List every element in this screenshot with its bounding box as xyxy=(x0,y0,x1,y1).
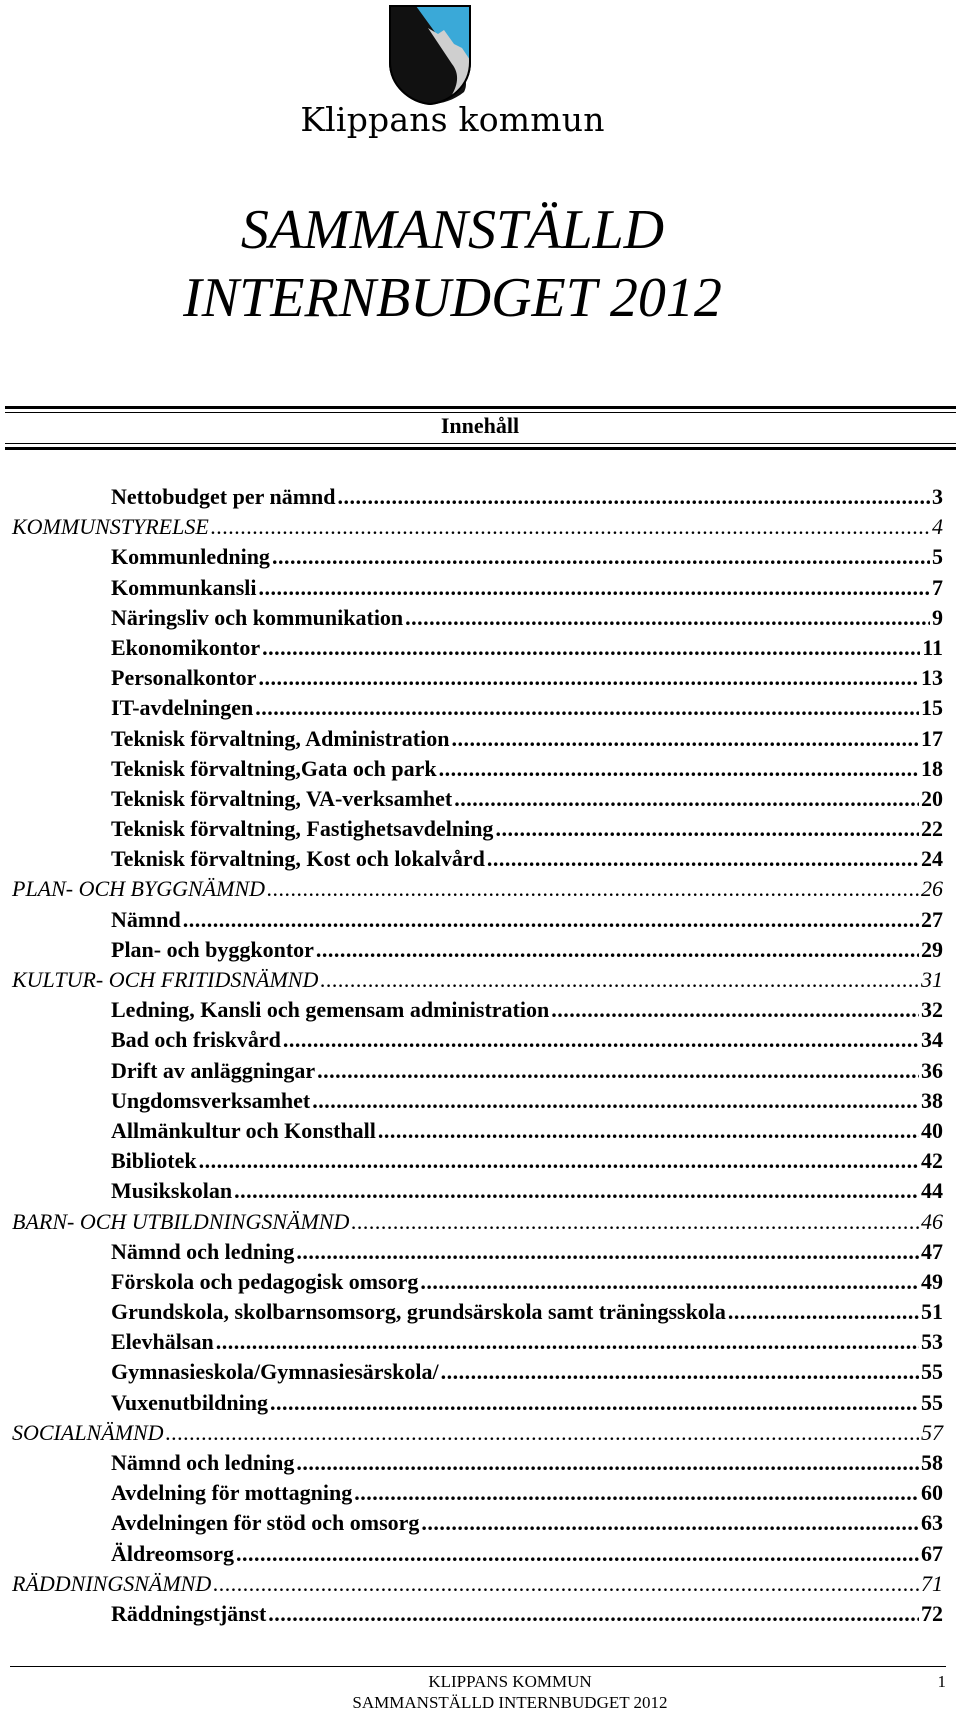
toc-dot-leader xyxy=(351,1207,919,1237)
toc-entry-page: 27 xyxy=(921,906,943,932)
toc-entry-label: Teknisk förvaltning, Fastighetsavdelning xyxy=(111,816,494,842)
document-title xyxy=(0,196,905,332)
toc-dot-leader xyxy=(454,784,919,814)
toc-dot-leader xyxy=(439,754,919,784)
toc-entry-label: Nämnd och ledning xyxy=(111,1238,295,1264)
toc-entry[interactable] xyxy=(0,573,960,603)
toc-entry-label: Drift av anläggningar xyxy=(111,1057,316,1083)
toc-entry-label: Räddningstjänst xyxy=(111,1600,267,1626)
toc-entry[interactable] xyxy=(0,844,960,874)
toc-entry-page: 53 xyxy=(921,1329,943,1355)
toc-entry-page: 18 xyxy=(921,755,943,781)
toc-dot-leader xyxy=(551,995,919,1025)
toc-top-rule xyxy=(5,406,956,413)
toc-entry-label: Avdelning för mottagning xyxy=(111,1480,353,1506)
toc-entry-label: Allmänkultur och Konsthall xyxy=(111,1117,376,1143)
toc-dot-leader xyxy=(199,1146,919,1176)
toc-entry[interactable] xyxy=(0,603,960,633)
toc-entry-page: 3 xyxy=(932,484,943,509)
toc-entry-label: Teknisk förvaltning,Gata och park xyxy=(111,755,437,781)
toc-entry-label: Teknisk förvaltning, Administration xyxy=(111,725,450,751)
table-of-contents xyxy=(0,482,960,1629)
toc-entry-label: Vuxenutbildning xyxy=(111,1389,268,1415)
footer-rule xyxy=(10,1666,946,1667)
toc-entry[interactable] xyxy=(0,724,960,754)
toc-entry-label: Elevhälsan xyxy=(111,1329,214,1355)
toc-dot-leader xyxy=(338,482,930,512)
toc-entry-page: 36 xyxy=(921,1057,943,1083)
toc-dot-leader xyxy=(451,724,919,754)
toc-entry-page: 9 xyxy=(932,604,943,630)
toc-entry-label: Nämnd xyxy=(111,906,181,932)
toc-section-entry[interactable] xyxy=(0,965,960,995)
toc-dot-leader xyxy=(421,1508,919,1538)
toc-entry-label: Teknisk förvaltning, Kost och lokalvård xyxy=(111,846,485,872)
toc-entry-page: 13 xyxy=(921,665,943,691)
toc-entry-label: Nettobudget per nämnd xyxy=(111,484,336,509)
toc-entry[interactable] xyxy=(0,663,960,693)
toc-entry[interactable] xyxy=(0,1357,960,1387)
toc-entry-label: IT-avdelningen xyxy=(111,695,254,721)
toc-dot-leader xyxy=(262,633,920,663)
toc-heading: Innehåll xyxy=(440,413,520,438)
footer-page-number: 1 xyxy=(937,1672,946,1691)
toc-dot-leader xyxy=(258,663,919,693)
toc-entry-label: KOMMUNSTYRELSE xyxy=(12,514,209,540)
toc-entry-page: 20 xyxy=(921,785,943,811)
toc-dot-leader xyxy=(213,1569,919,1599)
toc-dot-leader xyxy=(255,693,919,723)
toc-entry[interactable] xyxy=(0,1448,960,1478)
toc-dot-leader xyxy=(268,1599,919,1629)
toc-entry[interactable] xyxy=(0,1539,960,1569)
toc-dot-leader xyxy=(270,1388,919,1418)
toc-entry[interactable] xyxy=(0,935,960,965)
toc-entry-label: Ungdomsverksamhet xyxy=(111,1087,311,1113)
toc-entry[interactable] xyxy=(0,1327,960,1357)
toc-dot-leader xyxy=(267,874,919,904)
toc-entry-label: BARN- OCH UTBILDNINGSNÄMND xyxy=(12,1208,350,1234)
toc-entry-label: SOCIALNÄMND xyxy=(12,1419,164,1445)
toc-entry-label: Teknisk förvaltning, VA-verksamhet xyxy=(111,785,453,811)
toc-section-entry[interactable] xyxy=(0,1569,960,1599)
toc-entry[interactable] xyxy=(0,1478,960,1508)
toc-entry-page: 42 xyxy=(921,1148,943,1174)
toc-entry-page: 63 xyxy=(921,1510,943,1536)
toc-dot-leader xyxy=(495,814,919,844)
toc-entry-page: 47 xyxy=(921,1238,943,1264)
toc-entry-label: Näringsliv och kommunikation xyxy=(111,604,404,630)
toc-dot-leader xyxy=(272,542,930,572)
toc-entry-label: Ekonomikontor xyxy=(111,634,261,660)
toc-entry[interactable] xyxy=(0,482,960,512)
municipal-shield-icon xyxy=(388,4,472,106)
toc-dot-leader xyxy=(312,1086,919,1116)
toc-entry-page: 55 xyxy=(921,1359,943,1385)
organization-name: Klippans kommun xyxy=(300,100,605,139)
toc-dot-leader xyxy=(320,965,919,995)
toc-entry-label: Gymnasieskola/Gymnasiesärskola/ xyxy=(111,1359,439,1385)
toc-entry-page: 60 xyxy=(921,1480,943,1506)
toc-entry[interactable] xyxy=(0,1508,960,1538)
toc-entry-label: Kommunledning xyxy=(111,544,270,570)
toc-entry-label: Bad och friskvård xyxy=(111,1027,281,1053)
toc-entry-page: 11 xyxy=(922,634,943,660)
toc-entry[interactable] xyxy=(0,1116,960,1146)
toc-dot-leader xyxy=(211,512,930,542)
toc-entry-page: 17 xyxy=(921,725,943,751)
toc-entry-label: Grundskola, skolbarnsomsorg, grundsärskola samt träningsskola xyxy=(111,1299,726,1325)
toc-dot-leader xyxy=(316,935,919,965)
toc-entry[interactable] xyxy=(0,1086,960,1116)
header-logo-area xyxy=(0,0,960,145)
toc-section-entry[interactable] xyxy=(0,1418,960,1448)
toc-section-entry[interactable] xyxy=(0,1207,960,1237)
toc-dot-leader xyxy=(405,603,930,633)
toc-entry-page: 51 xyxy=(921,1299,943,1325)
toc-entry-label: PLAN- OCH BYGGNÄMND xyxy=(12,876,266,902)
toc-entry-page: 29 xyxy=(921,936,943,962)
toc-entry[interactable] xyxy=(0,633,960,663)
toc-entry-label: Nämnd och ledning xyxy=(111,1450,295,1475)
toc-entry-page: 40 xyxy=(921,1117,943,1143)
toc-entry-page: 72 xyxy=(921,1600,943,1626)
toc-entry-page: 4 xyxy=(932,514,943,540)
toc-entry[interactable] xyxy=(0,784,960,814)
toc-entry-page: 22 xyxy=(921,816,943,842)
toc-entry[interactable] xyxy=(0,1297,960,1327)
toc-entry[interactable] xyxy=(0,814,960,844)
toc-dot-leader xyxy=(283,1025,919,1055)
toc-bottom-rule xyxy=(5,443,956,450)
toc-entry-label: Bibliotek xyxy=(111,1148,197,1174)
toc-entry[interactable] xyxy=(0,1267,960,1297)
footer-organization: KLIPPANS KOMMUN xyxy=(428,1672,592,1691)
toc-entry-label: Personalkontor xyxy=(111,665,257,691)
toc-entry[interactable] xyxy=(0,754,960,784)
toc-entry-page: 55 xyxy=(921,1389,943,1415)
toc-dot-leader xyxy=(296,1237,919,1267)
toc-entry-page: 34 xyxy=(921,1027,943,1053)
toc-section-entry[interactable] xyxy=(0,874,960,904)
toc-entry[interactable] xyxy=(0,1146,960,1176)
toc-dot-leader xyxy=(259,573,931,603)
toc-entry-label: Ledning, Kansli och gemensam administration xyxy=(111,997,550,1023)
toc-entry[interactable] xyxy=(0,1176,960,1206)
toc-entry-label: Avdelningen för stöd och omsorg xyxy=(111,1510,420,1536)
toc-entry[interactable] xyxy=(0,542,960,572)
toc-entry-page: 26 xyxy=(921,876,943,902)
toc-entry[interactable] xyxy=(0,905,960,935)
toc-entry-page: 31 xyxy=(921,967,943,992)
toc-entry-page: 49 xyxy=(921,1268,943,1294)
toc-dot-leader xyxy=(234,1176,919,1206)
toc-entry-page: 46 xyxy=(921,1208,943,1234)
toc-section-entry[interactable] xyxy=(0,512,960,542)
toc-dot-leader xyxy=(166,1418,919,1448)
toc-entry-label: Äldreomsorg xyxy=(111,1540,235,1566)
toc-entry[interactable] xyxy=(0,1237,960,1267)
toc-dot-leader xyxy=(183,905,919,935)
toc-dot-leader xyxy=(441,1357,919,1387)
toc-entry[interactable] xyxy=(0,995,960,1025)
toc-entry[interactable] xyxy=(0,1388,960,1418)
toc-entry-page: 15 xyxy=(921,695,943,721)
toc-entry-page: 38 xyxy=(921,1087,943,1113)
toc-dot-leader xyxy=(378,1116,919,1146)
toc-dot-leader xyxy=(236,1539,919,1569)
toc-entry-label: Förskola och pedagogisk omsorg xyxy=(111,1268,419,1294)
footer-document-title: SAMMANSTÄLLD INTERNBUDGET 2012 xyxy=(352,1693,668,1712)
toc-dot-leader xyxy=(354,1478,919,1508)
toc-entry-page: 44 xyxy=(921,1178,943,1204)
toc-dot-leader xyxy=(317,1056,919,1086)
toc-entry-page: 7 xyxy=(932,574,943,600)
toc-entry-label: Musikskolan xyxy=(111,1178,233,1204)
toc-dot-leader xyxy=(296,1448,919,1478)
toc-entry-page: 67 xyxy=(921,1540,943,1566)
toc-dot-leader xyxy=(420,1267,919,1297)
title-line-2: INTERNBUDGET 2012 xyxy=(183,267,722,329)
toc-entry-label: Plan- och byggkontor xyxy=(111,936,314,962)
toc-entry[interactable] xyxy=(0,1599,960,1629)
toc-entry-page: 71 xyxy=(921,1570,943,1596)
toc-entry-page: 32 xyxy=(921,997,943,1023)
toc-dot-leader xyxy=(216,1327,919,1357)
toc-entry-label: KULTUR- OCH FRITIDSNÄMND xyxy=(12,967,319,992)
toc-entry-page: 24 xyxy=(921,846,943,872)
toc-entry-label: RÄDDNINGSNÄMND xyxy=(12,1570,212,1596)
toc-entry-label: Kommunkansli xyxy=(111,574,257,600)
toc-dot-leader xyxy=(487,844,919,874)
toc-entry-page: 5 xyxy=(932,544,943,570)
toc-entry[interactable] xyxy=(0,1056,960,1086)
toc-dot-leader xyxy=(728,1297,919,1327)
toc-entry[interactable] xyxy=(0,1025,960,1055)
toc-entry-page: 57 xyxy=(921,1419,943,1445)
toc-entry-page: 58 xyxy=(921,1450,943,1475)
title-line-1: SAMMANSTÄLLD xyxy=(240,199,665,261)
toc-entry[interactable] xyxy=(0,693,960,723)
